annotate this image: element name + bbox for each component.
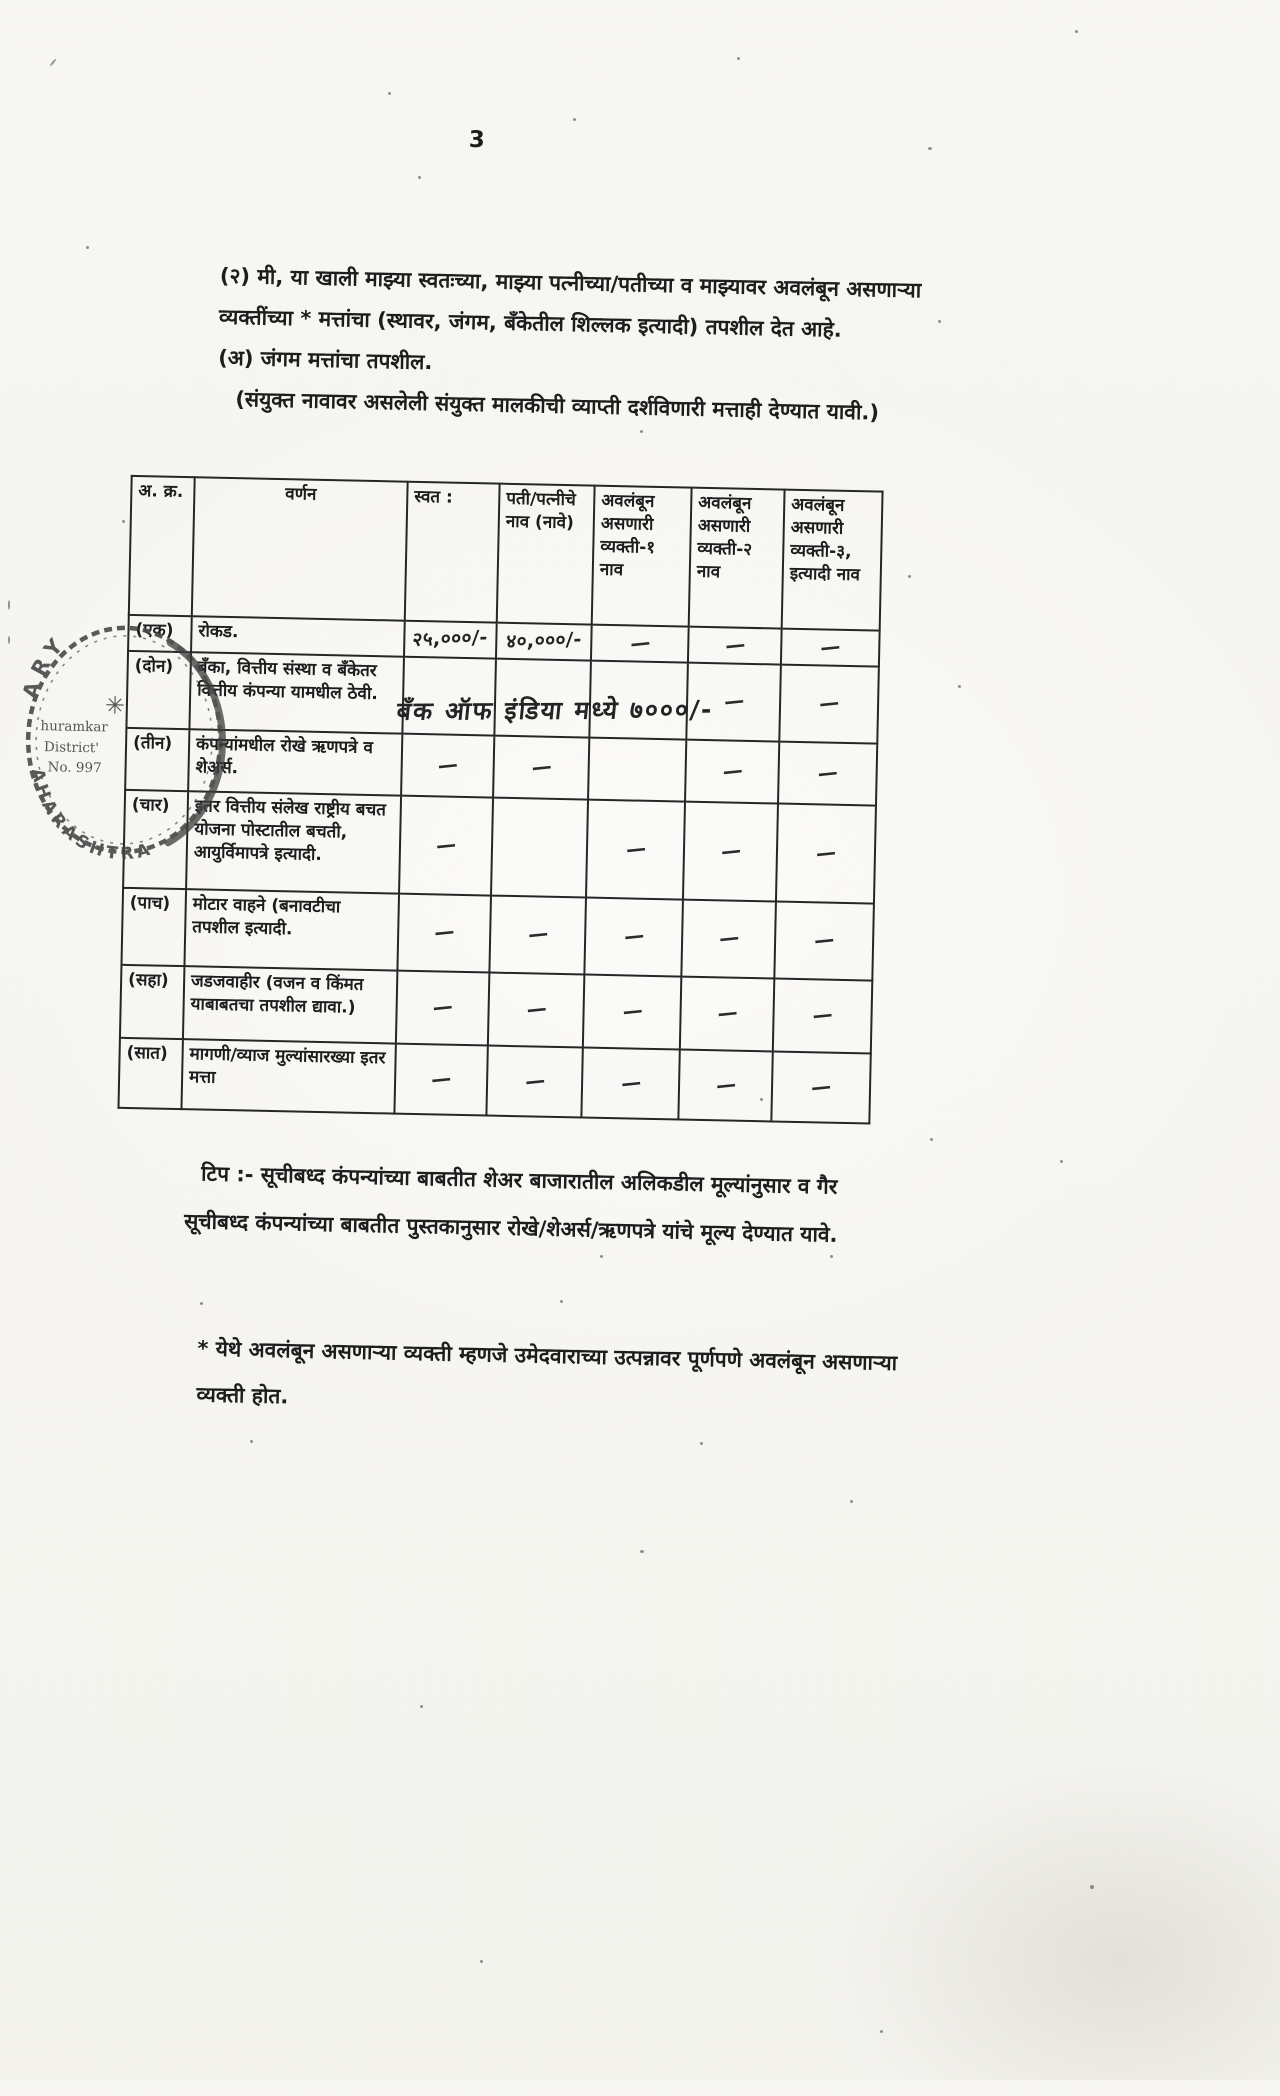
handwritten-dash: —: [722, 687, 745, 714]
intro-line-2: व्यक्तींच्या * मत्तांचा (स्थावर, जंगम, बँकेतील शिल्लक इत्यादी) तपशील देत आहे.: [218, 304, 843, 342]
value-cell: [493, 736, 589, 800]
handwritten-dash: —: [817, 689, 841, 716]
value-cell: [588, 738, 686, 802]
header-self: स्वत :: [405, 482, 500, 623]
handwritten-dash: —: [436, 751, 459, 778]
value-cell: [688, 627, 782, 665]
table-row: [118, 1038, 870, 1124]
tip-note: [183, 1150, 932, 1261]
description-cell: रोकड.: [191, 616, 405, 656]
handwritten-dash: —: [719, 837, 742, 864]
value-cell: [774, 902, 874, 981]
serial-cell: (पाच): [121, 888, 186, 966]
header-dependent-2: अवलंबून असणारी व्यक्ती-२ नाव: [689, 488, 785, 629]
tip-line-1: टिप :- सूचीबध्द कंपन्यांच्या बाबतीत शेअर बाजारातील अलिकडील मूल्यांनुसार व गैर: [200, 1161, 838, 1199]
table-row: [123, 790, 876, 904]
handwritten-dash: —: [524, 995, 548, 1022]
dependents-footnote: [196, 1326, 928, 1433]
handwritten-dash: —: [723, 631, 746, 658]
value-cell: [496, 623, 592, 661]
handwritten-dash: —: [812, 926, 836, 953]
stamp-star-icon: ✳: [104, 691, 126, 720]
stamp-top-arc-text: ARY: [18, 628, 72, 702]
stamp-number-line: No. 997: [47, 759, 102, 777]
page-number: 3: [468, 126, 487, 154]
handwritten-dash: —: [624, 835, 647, 862]
value-cell: [394, 1044, 487, 1116]
handwritten-dash: —: [628, 629, 651, 656]
header-description: वर्णन: [192, 477, 408, 620]
description-cell: मोटार वाहने (बनावटीचा तपशील इत्यादी.: [184, 889, 399, 970]
header-serial: अ. क्र.: [129, 476, 195, 616]
value-cell: [773, 979, 873, 1054]
value-cell: [678, 1050, 772, 1122]
header-dependent-3: अवलंबून असणारी व्यक्ती-३, इत्यादी नाव: [782, 490, 883, 631]
handwritten-dash: —: [819, 633, 842, 660]
description-cell: बँका, वित्तीय संस्था व बँकेतर वित्तीय कंपन्या यामधील ठेवी.: [189, 652, 404, 733]
value-cell: [401, 734, 494, 798]
handwritten-dash: —: [717, 924, 740, 951]
value-cell: [778, 742, 877, 806]
serial-cell: (सहा): [120, 965, 185, 1039]
handwritten-dash: —: [814, 839, 838, 866]
tip-line-2: सूचीबध्द कंपन्यांच्या बाबतीत पुस्तकानुसार रोखे/शेअर्स/ऋणपत्रे यांचे मूल्य देण्यात यावे.: [183, 1209, 838, 1247]
value-cell: [581, 1048, 679, 1120]
handwritten-entry: ४०,०००/-: [505, 628, 583, 653]
handwritten-dash: —: [523, 1067, 546, 1093]
value-cell: [396, 971, 490, 1046]
stamp-name-line: huramkar: [40, 718, 108, 736]
handwritten-dash: —: [526, 920, 549, 947]
handwritten-dash: —: [622, 922, 645, 949]
handwritten-dash: —: [429, 1065, 453, 1091]
serial-cell: (एक): [128, 615, 192, 652]
footnote-line-2: व्यक्ती होत.: [196, 1382, 289, 1409]
serial-cell: (चार): [123, 790, 188, 889]
value-cell: [685, 740, 779, 804]
handwritten-dash: —: [714, 1071, 737, 1097]
description-cell: इतर वित्तीय संलेख राष्ट्रीय बचत योजना पोस्टातील बचती, आयुर्विमापत्रे इत्यादी.: [186, 791, 401, 893]
handwritten-dash: —: [434, 831, 458, 858]
section-label: (अ) जंगम मत्तांचा तपशील.: [217, 345, 433, 375]
handwritten-entry: २५,०००/-: [412, 626, 489, 651]
footnote-line-1: * येथे अवलंबून असणाऱ्या व्यक्ती म्हणजे उमेदवाराच्या उत्पन्नावर पूर्णपणे अवलंबून असणाऱ्या: [197, 1336, 898, 1376]
value-cell: [681, 900, 776, 979]
value-cell: [591, 625, 689, 663]
description-cell: जडजवाहीर (वजन व किंमत याबाबतचा तपशील द्यावा.): [183, 966, 397, 1043]
notary-stamp: [16, 614, 239, 871]
value-cell: [683, 802, 778, 902]
stamp-bottom-arc-text: AHARASHTRA: [27, 766, 156, 865]
stamp-heavy-edge: [166, 643, 225, 844]
value-cell: [781, 629, 880, 667]
bank-deposit-handwritten-entry: बँक ऑफ इंडिया मध्ये ७०००/-: [395, 695, 715, 726]
value-cell: [584, 898, 683, 977]
handwritten-dash: —: [720, 757, 744, 784]
description-cell: मागणी/व्याज मुल्यांसारख्या इतर मत्ता: [181, 1039, 395, 1113]
handwritten-dash: —: [809, 1073, 833, 1099]
value-cell: [776, 804, 876, 904]
value-cell: [488, 973, 585, 1048]
intro-line-1: (२) मी, या खाली माझ्या स्वतःच्या, माझ्या पत्नीच्या/पतीच्या व माझ्यावर अवलंबून असणाऱ्या: [219, 263, 922, 303]
value-cell: [586, 800, 685, 900]
handwritten-dash: —: [715, 999, 739, 1026]
stamp-district-line: District': [43, 739, 100, 757]
value-cell: [583, 975, 682, 1050]
handwritten-dash: —: [816, 759, 839, 786]
value-cell: [491, 798, 588, 898]
handwritten-dash: —: [619, 1069, 642, 1095]
value-cell: [771, 1051, 870, 1123]
value-cell: [486, 1046, 582, 1118]
table-header-row: [129, 476, 883, 631]
handwritten-dash: —: [431, 993, 454, 1020]
value-cell: [404, 621, 497, 659]
handwritten-dash: —: [811, 1001, 834, 1028]
serial-cell: (तीन): [125, 728, 189, 791]
intro-paragraph: [217, 256, 936, 435]
header-spouse: पती/पत्नीचे नाव (नावे): [497, 484, 595, 625]
handwritten-dash: —: [530, 753, 553, 780]
joint-ownership-note: (संयुक्त नावावर असलेली संयुक्त मालकीची व्याप्ती दर्शविणारी मत्ताही देण्यात यावी.): [235, 387, 880, 425]
serial-cell: (सात): [118, 1038, 182, 1109]
handwritten-dash: —: [620, 997, 644, 1024]
header-dependent-1: अवलंबून असणारी व्यक्ती-१ नाव: [592, 486, 692, 627]
value-cell: [680, 977, 775, 1052]
value-cell: [397, 894, 491, 973]
handwritten-dash: —: [433, 918, 456, 945]
description-cell: कंपन्यांमधील रोखे ऋणपत्रे व शेअर्स.: [188, 729, 402, 795]
serial-cell: (दोन): [126, 651, 191, 729]
value-cell: [399, 796, 493, 896]
value-cell: [489, 896, 586, 975]
